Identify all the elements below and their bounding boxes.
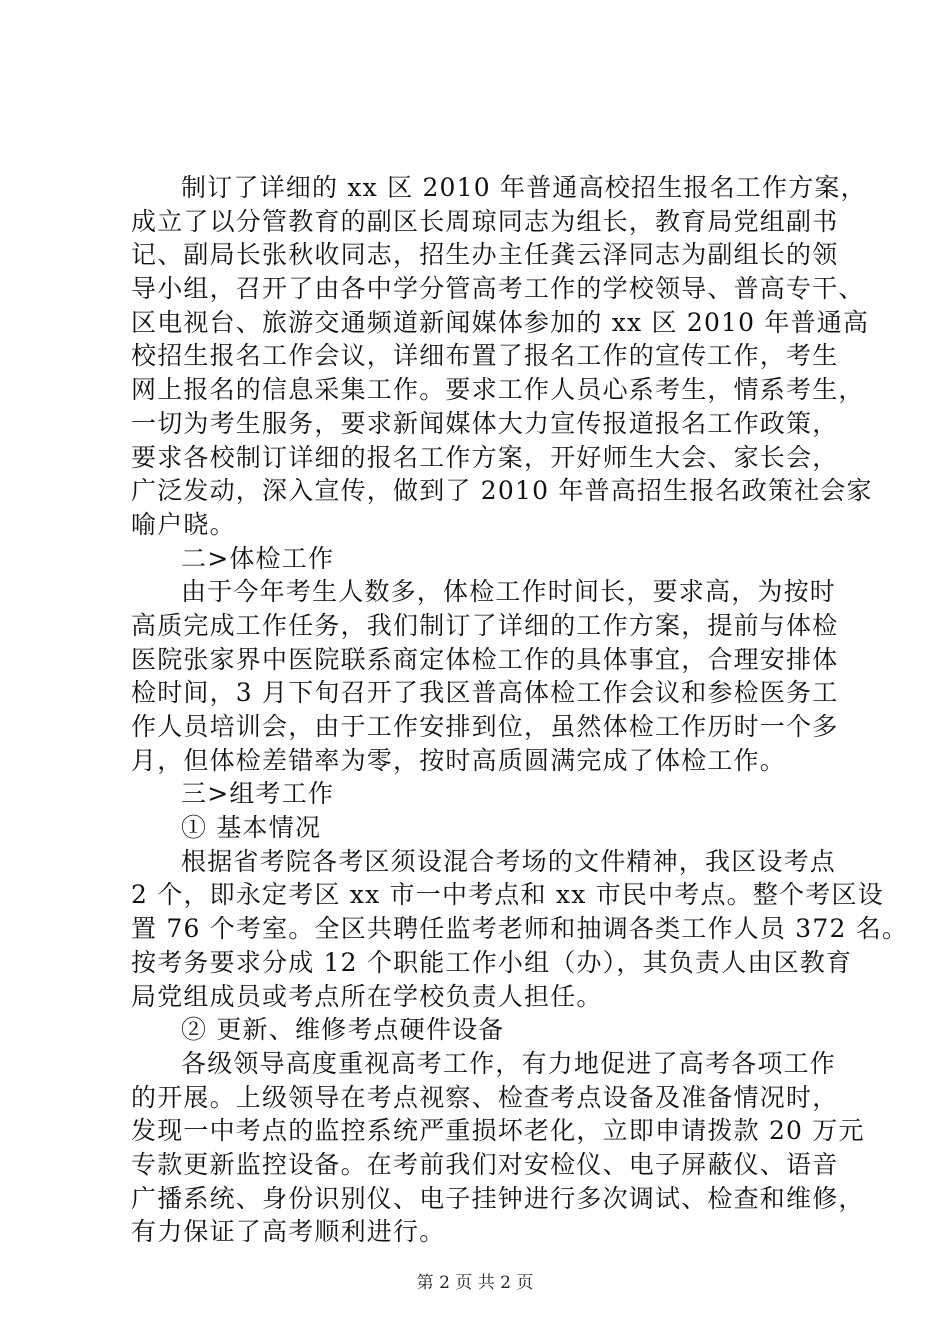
- text-line: 导小组，召开了由各中学分管高考工作的学校领导、普高专干、: [131, 274, 865, 304]
- text-line: 月，但体检差错率为零，按时高质圆满完成了体检工作。: [131, 745, 787, 775]
- text-line: 发现一中考点的监控系统严重损坏老化，立即申请拨款 20 万元: [131, 1116, 865, 1146]
- text-line: 网上报名的信息采集工作。要求工作人员心系考生，情系考生，: [131, 375, 865, 405]
- text-line: 局党组成员或考点所在学校负责人担任。: [131, 981, 603, 1011]
- text-line: 广播系统、身份识别仪、电子挂钟进行多次调试、检查和维修，: [131, 1183, 865, 1213]
- section-heading: 二>体检工作: [181, 543, 335, 573]
- paragraph: [131, 171, 873, 542]
- text-line: 喻户晓。: [131, 509, 236, 539]
- page-footer: [0, 1272, 950, 1294]
- page-number: 第 2 页 共 2 页: [416, 1273, 534, 1293]
- text-line: 广泛发动，深入宣传，做到了 2010 年普高招生报名政策社会家: [131, 476, 873, 506]
- text-line: 由于今年考生人数多，体检工作时间长，要求高，为按时: [181, 577, 837, 607]
- subsection-heading: ② 更新、维修考点硬件设备: [181, 1015, 505, 1045]
- text-line: 2 个，即永定考区 xx 市一中考点和 xx 市民中考点。整个考区设: [131, 880, 884, 910]
- text-line: 的开展。上级领导在考点视察、检查考点设备及准备情况时，: [131, 1082, 839, 1112]
- text-line: 有力保证了高考顺利进行。: [131, 1217, 446, 1247]
- text-line: 按考务要求分成 12 个职能工作小组（办），其负责人由区教育: [131, 947, 853, 977]
- document-body: [131, 171, 909, 1249]
- text-line: 校招生报名工作会议，详细布置了报名工作的宣传工作，考生: [131, 341, 839, 371]
- text-line: 根据省考院各考区须设混合考场的文件精神，我区设考点: [181, 846, 837, 876]
- text-line: 各级领导高度重视高考工作，有力地促进了高考各项工作: [181, 1048, 837, 1078]
- text-line: 高质完成工作任务，我们制订了详细的工作方案，提前与体检: [131, 610, 839, 640]
- text-line: 检时间，3 月下旬召开了我区普高体检工作会议和参检医务工: [131, 678, 839, 708]
- text-line: 作人员培训会，由于工作安排到位，虽然体检工作历时一个多: [131, 712, 839, 741]
- paragraph: [131, 845, 909, 1013]
- text-line: 制订了详细的 xx 区 2010 年普通高校招生报名工作方案，: [181, 173, 867, 202]
- paragraph: [131, 1047, 865, 1249]
- text-line: 一切为考生服务，要求新闻媒体大力宣传报道报名工作政策，: [131, 408, 839, 438]
- text-line: 专款更新监控设备。在考前我们对安检仪、电子屏蔽仪、语音: [131, 1149, 839, 1179]
- text-line: 医院张家界中医院联系商定体检工作的具体事宜，合理安排体: [131, 644, 839, 674]
- text-line: 置 76 个考室。全区共聘任监考老师和抽调各类工作人员 372 名。: [131, 914, 909, 944]
- text-line: 记、副局长张秋收同志，招生办主任龚云泽同志为副组长的领: [131, 240, 839, 270]
- section-heading: 三>组考工作: [181, 779, 335, 809]
- text-line: 要求各校制订详细的报名工作方案，开好师生大会、家长会，: [131, 442, 839, 472]
- text-line: 区电视台、旅游交通频道新闻媒体参加的 xx 区 2010 年普通高: [131, 307, 870, 337]
- text-line: 成立了以分管教育的副区长周琼同志为组长，教育局党组副书: [131, 206, 839, 236]
- paragraph: [131, 575, 839, 777]
- subsection-heading: ① 基本情况: [181, 813, 322, 843]
